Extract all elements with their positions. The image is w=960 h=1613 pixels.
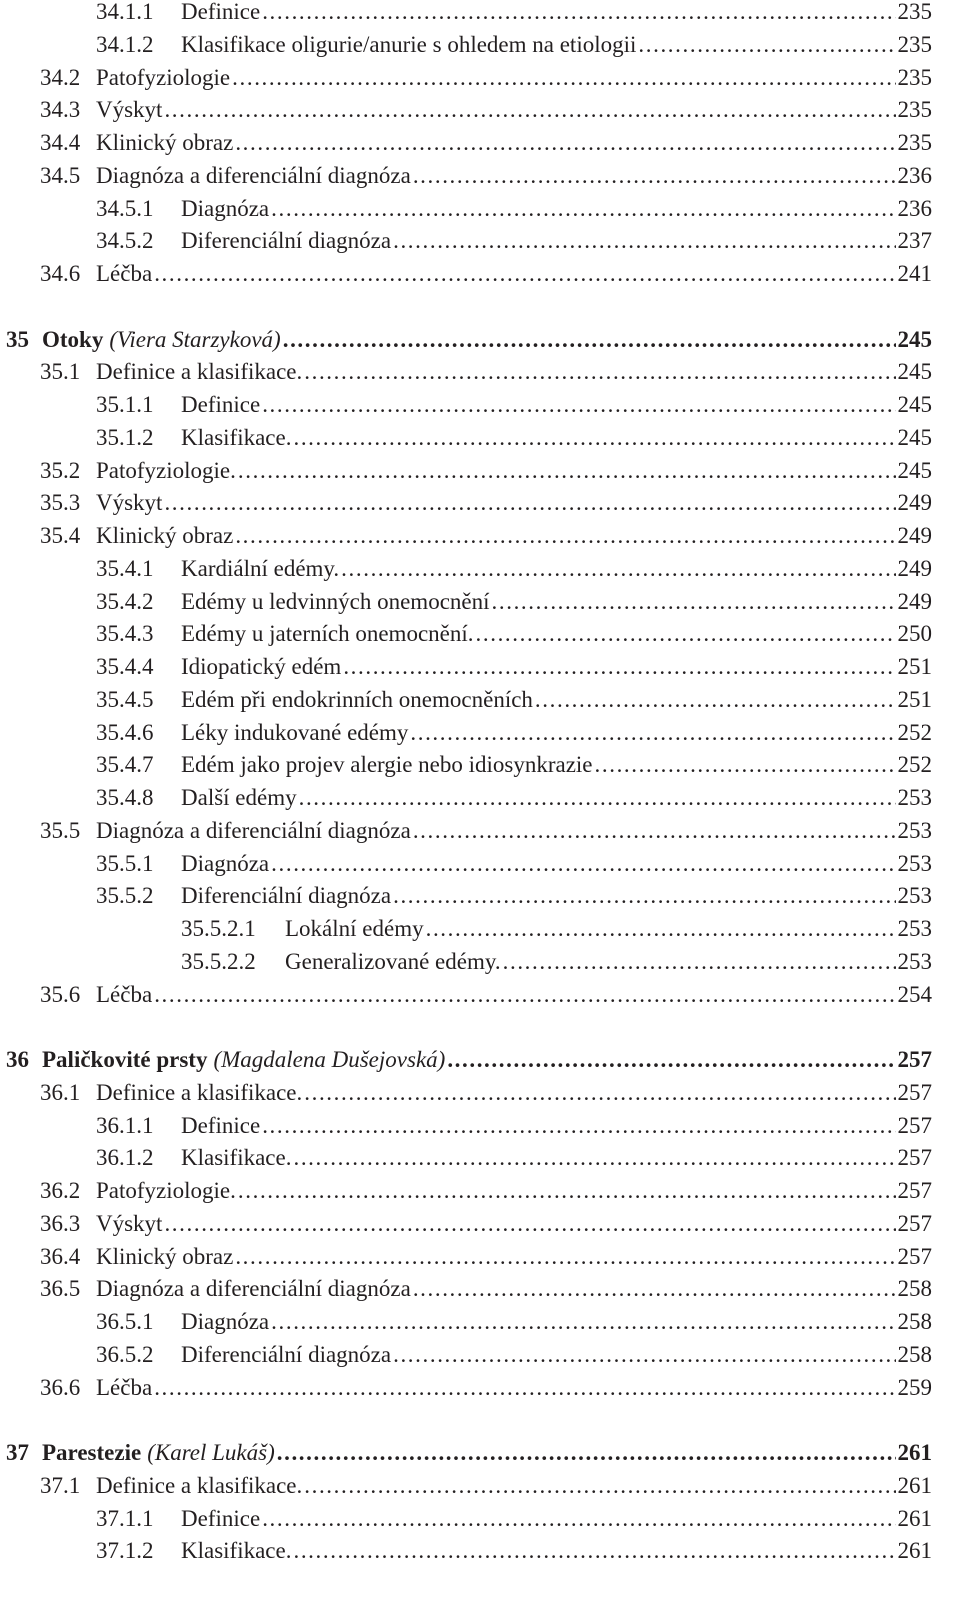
- entry-number: 36: [6, 1047, 29, 1072]
- toc-entry[interactable]: [40, 62, 932, 94]
- entry-title: Klasifikace.: [181, 424, 292, 450]
- entry-page-number: 257: [897, 1243, 932, 1269]
- toc-chapter-entry[interactable]: [6, 1044, 932, 1076]
- entry-page-number: 251: [897, 654, 932, 679]
- dot-leader: [304, 1077, 895, 1109]
- dot-leader: [262, 1503, 895, 1535]
- dot-leader: [262, 0, 895, 28]
- entry-number: 35.4.3: [96, 621, 154, 647]
- entry-title: Výskyt: [96, 97, 163, 123]
- entry-title: Další edémy: [181, 785, 297, 810]
- entry-number: 34.5.2: [96, 228, 154, 254]
- entry-page-number: 253: [897, 883, 932, 909]
- entry-page-number: 249: [897, 588, 932, 614]
- entry-page-number: 257: [897, 1145, 932, 1171]
- toc-entry[interactable]: [96, 749, 932, 781]
- entry-title: Patofyziologie.: [96, 1178, 236, 1203]
- entry-page-number: 257: [897, 1047, 932, 1072]
- dot-leader: [235, 1241, 895, 1273]
- entry-page-number: 261: [897, 1538, 932, 1564]
- dot-leader: [638, 29, 895, 61]
- dot-leader: [271, 193, 895, 225]
- toc-chapter-entry[interactable]: [6, 324, 932, 356]
- entry-page-number: 257: [897, 1112, 932, 1138]
- toc-entry[interactable]: [96, 1535, 932, 1567]
- toc-entry[interactable]: [40, 815, 932, 847]
- entry-page-number: 251: [897, 686, 932, 712]
- entry-number: 36.5.2: [96, 1341, 154, 1367]
- entry-number: 35.4.4: [96, 654, 154, 679]
- entry-number: 35: [6, 326, 29, 352]
- entry-title: Definice: [181, 1112, 261, 1138]
- toc-entry[interactable]: [40, 520, 932, 552]
- entry-page-number: 253: [897, 785, 932, 810]
- toc-entry[interactable]: [40, 1077, 932, 1109]
- dot-leader: [235, 520, 895, 552]
- dot-leader: [283, 324, 896, 356]
- toc-entry[interactable]: [40, 1208, 932, 1240]
- entry-title: Klinický obraz: [96, 1243, 234, 1269]
- entry-title: Diagnóza a diferenciální diagnóza: [96, 1276, 411, 1302]
- entry-page-number: 235: [897, 130, 932, 155]
- entry-page-number: 236: [897, 162, 932, 188]
- dot-leader: [271, 848, 895, 880]
- entry-number: 37.1.1: [96, 1505, 154, 1531]
- toc-entry[interactable]: [96, 29, 932, 61]
- entry-number: 37.1: [40, 1472, 81, 1498]
- toc-entry[interactable]: [96, 389, 932, 421]
- entry-title: Diagnóza a diferenciální diagnóza: [96, 162, 411, 188]
- dot-leader: [164, 1208, 895, 1240]
- entry-page-number: 259: [897, 1374, 932, 1400]
- entry-page-number: 254: [897, 981, 932, 1007]
- entry-number: 34.6: [40, 261, 81, 286]
- entry-page-number: 245: [897, 424, 932, 450]
- dot-leader: [293, 1535, 895, 1567]
- entry-title: Paličkovité prsty: [42, 1047, 208, 1072]
- entry-number: 37: [6, 1440, 29, 1465]
- toc-entry[interactable]: [96, 0, 932, 28]
- entry-page-number: 252: [897, 719, 932, 745]
- toc-entry[interactable]: [96, 553, 932, 585]
- entry-page-number: 252: [897, 752, 932, 778]
- entry-title: Diagnóza: [181, 1309, 270, 1334]
- entry-number: 36.6: [40, 1374, 81, 1400]
- entry-page-number: 235: [897, 31, 932, 57]
- toc-entry[interactable]: [96, 1306, 932, 1338]
- entry-title: Klasifikace.: [181, 1538, 292, 1564]
- entry-title: Klinický obraz: [96, 130, 234, 155]
- toc-entry[interactable]: [40, 487, 932, 519]
- entry-title: Definice a klasifikace.: [96, 1472, 303, 1498]
- entry-title: Definice a klasifikace.: [96, 359, 303, 385]
- toc-entry[interactable]: [40, 160, 932, 192]
- toc-entry[interactable]: [96, 782, 932, 814]
- entry-number: 34.4: [40, 130, 81, 155]
- entry-title: Klasifikace.: [181, 1145, 292, 1171]
- entry-title: Parestezie: [42, 1440, 142, 1465]
- toc-entry[interactable]: [40, 1273, 932, 1305]
- toc-entry[interactable]: [96, 880, 932, 912]
- entry-title: Definice: [181, 1505, 261, 1531]
- entry-page-number: 253: [897, 948, 932, 974]
- toc-entry[interactable]: [96, 717, 932, 749]
- dot-leader: [476, 618, 896, 650]
- entry-title: Diferenciální diagnóza: [181, 883, 392, 909]
- entry-title: Definice: [181, 0, 261, 24]
- entry-title: Edém při endokrinních onemocněních: [181, 686, 533, 712]
- dot-leader: [164, 94, 895, 126]
- entry-page-number: 261: [897, 1472, 932, 1498]
- toc-entry[interactable]: [96, 422, 932, 454]
- toc-entry[interactable]: [96, 586, 932, 618]
- entry-title: Idiopatický edém: [181, 654, 342, 679]
- entry-page-number: 258: [897, 1309, 932, 1334]
- dot-leader: [304, 356, 895, 388]
- entry-number: 34.1.1: [96, 0, 154, 24]
- toc-entry[interactable]: [96, 651, 932, 683]
- dot-leader: [413, 815, 896, 847]
- dot-leader: [271, 1306, 895, 1338]
- entry-page-number: 250: [897, 621, 932, 647]
- entry-number: 35.3: [40, 490, 81, 516]
- entry-number: 35.5.2: [96, 883, 154, 909]
- entry-number: 36.4: [40, 1243, 81, 1269]
- toc-chapter-entry[interactable]: [6, 1437, 932, 1469]
- toc-entry[interactable]: [40, 455, 932, 487]
- entry-title: Definice a klasifikace.: [96, 1079, 303, 1105]
- entry-number: 36.2: [40, 1178, 81, 1203]
- entry-page-number: 245: [897, 359, 932, 385]
- toc-entry[interactable]: [96, 1503, 932, 1535]
- entry-page-number: 261: [897, 1505, 932, 1531]
- dot-leader: [341, 553, 895, 585]
- dot-leader: [238, 455, 896, 487]
- entry-page-number: 249: [897, 555, 932, 581]
- dot-leader: [426, 913, 896, 945]
- entry-title: Léčba: [96, 981, 153, 1007]
- entry-number: 35.5: [40, 817, 81, 843]
- entry-page-number: 257: [897, 1210, 932, 1236]
- toc-entry[interactable]: [40, 979, 932, 1011]
- toc-entry[interactable]: [96, 193, 932, 225]
- entry-number: 36.5.1: [96, 1309, 154, 1334]
- entry-page-number: 236: [897, 195, 932, 221]
- toc-entry[interactable]: [96, 225, 932, 257]
- entry-title: Diferenciální diagnóza: [181, 228, 392, 254]
- dot-leader: [413, 160, 896, 192]
- entry-title: Léky indukované edémy: [181, 719, 409, 745]
- dot-leader: [410, 717, 895, 749]
- entry-author: (Karel Lukáš): [147, 1440, 275, 1465]
- entry-number: 34.2: [40, 64, 81, 90]
- toc-entry[interactable]: [96, 848, 932, 880]
- toc-entry[interactable]: [40, 356, 932, 388]
- entry-page-number: 249: [897, 490, 932, 516]
- entry-number: 35.4.1: [96, 555, 154, 581]
- dot-leader: [393, 1339, 895, 1371]
- entry-title: Definice: [181, 392, 261, 417]
- entry-number: 35.5.2.1: [181, 916, 256, 941]
- dot-leader: [154, 1372, 895, 1404]
- dot-leader: [293, 422, 895, 454]
- dot-leader: [299, 782, 896, 814]
- entry-title: Léčba: [96, 261, 153, 286]
- entry-number: 34.1.2: [96, 31, 154, 57]
- dot-leader: [343, 651, 895, 683]
- entry-number: 35.4.8: [96, 785, 154, 810]
- entry-number: 35.5.1: [96, 850, 154, 876]
- toc-entry[interactable]: [40, 258, 932, 290]
- toc-entry[interactable]: [96, 684, 932, 716]
- dot-leader: [164, 487, 895, 519]
- dot-leader: [154, 979, 895, 1011]
- dot-leader: [535, 684, 896, 716]
- entry-number: 34.3: [40, 97, 81, 123]
- entry-title: Diagnóza: [181, 850, 270, 876]
- entry-author: (Viera Starzyková): [109, 326, 281, 352]
- toc-entry[interactable]: [40, 1470, 932, 1502]
- entry-number: 35.1.1: [96, 392, 154, 417]
- entry-number: 35.5.2.2: [181, 948, 256, 974]
- dot-leader: [235, 127, 895, 159]
- entry-title: Diagnóza: [181, 195, 270, 221]
- entry-title: Diferenciální diagnóza: [181, 1341, 392, 1367]
- dot-leader: [413, 1273, 896, 1305]
- dot-leader: [503, 946, 896, 978]
- entry-title: Patofyziologie.: [96, 457, 236, 483]
- entry-page-number: 253: [897, 850, 932, 876]
- entry-page-number: 249: [897, 523, 932, 548]
- entry-author: (Magdalena Dušejovská): [213, 1047, 446, 1072]
- entry-page-number: 257: [897, 1079, 932, 1105]
- dot-leader: [232, 62, 895, 94]
- entry-title: Lokální edémy: [285, 916, 424, 941]
- toc-entry[interactable]: [96, 1339, 932, 1371]
- entry-title: Kardiální edémy.: [181, 555, 340, 581]
- dot-leader: [393, 880, 895, 912]
- toc-entry[interactable]: [40, 1372, 932, 1404]
- entry-number: 34.5.1: [96, 195, 154, 221]
- entry-page-number: 253: [897, 916, 932, 941]
- entry-number: 35.2: [40, 457, 81, 483]
- entry-title: Edém jako projev alergie nebo idiosynkrazie: [181, 752, 593, 778]
- entry-page-number: 237: [897, 228, 932, 254]
- entry-page-number: 245: [897, 392, 932, 417]
- toc-entry[interactable]: [40, 127, 932, 159]
- entry-page-number: 258: [897, 1276, 932, 1302]
- entry-number: 35.4.5: [96, 686, 154, 712]
- dot-leader: [277, 1437, 896, 1469]
- entry-title: Otoky: [42, 326, 104, 352]
- entry-number: 34.5: [40, 162, 81, 188]
- entry-title: Klasifikace oligurie/anurie s ohledem na etiologii: [181, 31, 637, 57]
- toc-entry[interactable]: [181, 946, 932, 978]
- entry-title: Klinický obraz: [96, 523, 234, 548]
- dot-leader: [595, 749, 896, 781]
- dot-leader: [304, 1470, 895, 1502]
- entry-number: 36.1.2: [96, 1145, 154, 1171]
- entry-number: 36.1.1: [96, 1112, 154, 1138]
- entry-title: Výskyt: [96, 1210, 163, 1236]
- toc-entry[interactable]: [181, 913, 932, 945]
- entry-number: 36.3: [40, 1210, 81, 1236]
- entry-number: 35.4: [40, 523, 81, 548]
- dot-leader: [293, 1142, 895, 1174]
- entry-title: Diagnóza a diferenciální diagnóza: [96, 817, 411, 843]
- entry-number: 36.5: [40, 1276, 81, 1302]
- entry-page-number: 245: [897, 457, 932, 483]
- entry-number: 35.4.7: [96, 752, 154, 778]
- entry-page-number: 235: [897, 64, 932, 90]
- entry-number: 36.1: [40, 1079, 81, 1105]
- entry-page-number: 235: [897, 0, 932, 24]
- entry-title: Léčba: [96, 1374, 153, 1400]
- entry-title: Patofyziologie: [96, 64, 231, 90]
- entry-page-number: 253: [897, 817, 932, 843]
- dot-leader: [238, 1175, 896, 1207]
- toc-entry[interactable]: [40, 1175, 932, 1207]
- entry-number: 35.6: [40, 981, 81, 1007]
- dot-leader: [393, 225, 895, 257]
- entry-page-number: 241: [897, 261, 932, 286]
- entry-number: 35.4.2: [96, 588, 154, 614]
- dot-leader: [262, 389, 895, 421]
- entry-number: 35.1: [40, 359, 81, 385]
- entry-title: Výskyt: [96, 490, 163, 516]
- entry-page-number: 257: [897, 1178, 932, 1203]
- entry-page-number: 245: [897, 326, 932, 352]
- entry-page-number: 261: [897, 1440, 932, 1465]
- dot-leader: [492, 586, 896, 618]
- dot-leader: [154, 258, 895, 290]
- toc-entry[interactable]: [40, 1241, 932, 1273]
- toc-entry[interactable]: [96, 1142, 932, 1174]
- entry-number: 35.1.2: [96, 424, 154, 450]
- entry-number: 35.4.6: [96, 719, 154, 745]
- entry-title: Generalizované edémy.: [285, 948, 501, 974]
- entry-number: 37.1.2: [96, 1538, 154, 1564]
- entry-page-number: 258: [897, 1341, 932, 1367]
- toc-entry[interactable]: [96, 1110, 932, 1142]
- entry-title: Edémy u jaterních onemocnění.: [181, 621, 474, 647]
- toc-entry[interactable]: [96, 618, 932, 650]
- entry-page-number: 235: [897, 97, 932, 123]
- dot-leader: [262, 1110, 895, 1142]
- toc-entry[interactable]: [40, 94, 932, 126]
- dot-leader: [447, 1044, 895, 1076]
- entry-title: Edémy u ledvinných onemocnění: [181, 588, 490, 614]
